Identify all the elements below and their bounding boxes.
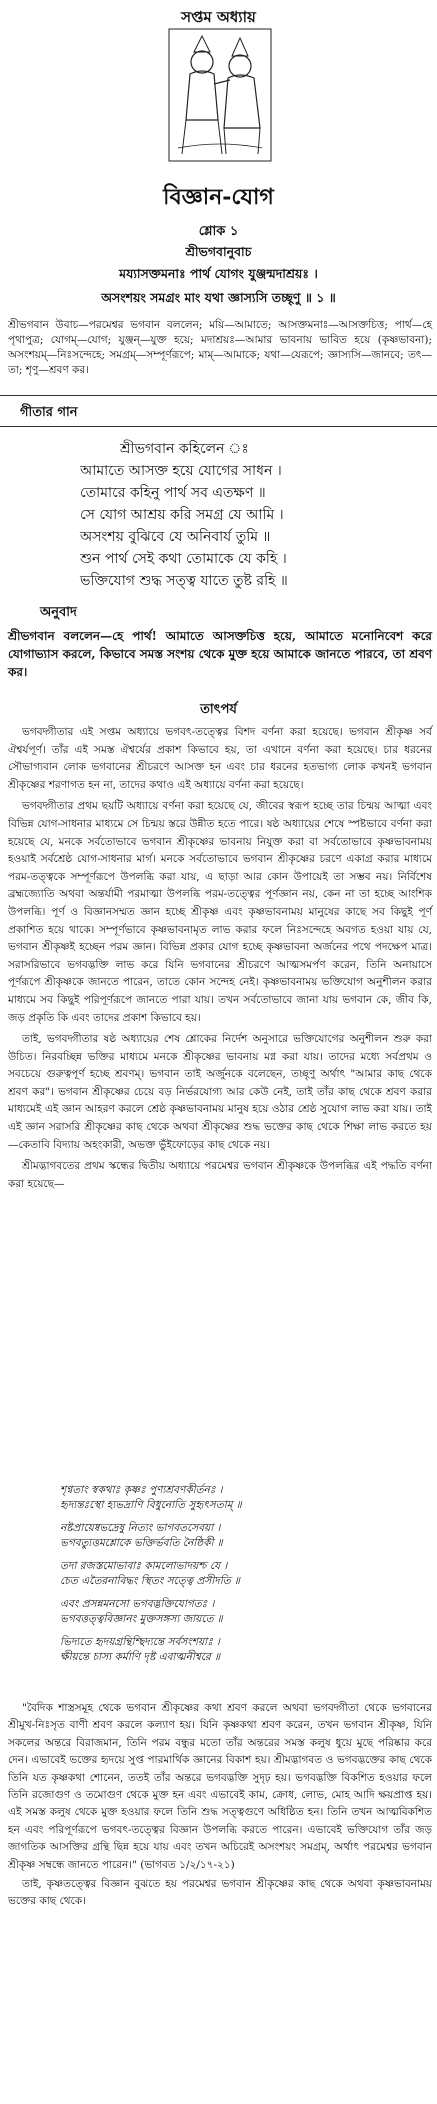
quote-explanation xyxy=(8,1700,432,1913)
bhagavatam-quote xyxy=(60,1483,420,1665)
chapter-title: বিজ্ঞান-যোগ xyxy=(163,184,274,210)
translation-text: শ্রীভগবান বললেন—হে পার্থ! আমাতে আসক্তচিত্ত হয়ে, আমাতে মনোনিবেশ করে যোগাভ্যাস করলে, কিভাবে সমস্ত সংশয় থেকে মুক্ত হয়ে আমাকে জানতে পারবে, তা শ্রবণ কর। xyxy=(8,629,432,679)
song-line: ভক্তিযোগ শুদ্ধ সত্ত্ব যাতে তুষ্ট রহি ॥ xyxy=(80,573,288,589)
quote-line: এবং প্রসন্নমনসো ভগবদ্ভক্তিযোগতঃ । xyxy=(60,1598,215,1610)
quote-line: ক্ষীয়ন্তে চাস্য কর্মাণি দৃষ্ট এবাত্মনীশ্বরে ॥ xyxy=(60,1651,221,1663)
purport-paragraph: শ্রীমদ্ভাগবতের প্রথম স্কন্ধের দ্বিতীয় অধ্যায়ে পরমেশ্বর ভগবান শ্রীকৃষ্ণকে উপলব্ধির এই পদ্ধতি বর্ণনা করা হয়েছে— xyxy=(8,1160,432,1190)
song-line: তোমারে কহিনু পার্থ সব এতক্ষণ ॥ xyxy=(80,485,266,501)
quote-line: তদা রজস্তমোভাবাঃ কামলোভাদয়শ্চ যে । xyxy=(60,1560,228,1572)
word-meanings: শ্রীভগবান উবাচ—পরমেশ্বর ভগবান বললেন; ময়ি—আমাতে; আসক্তমনাঃ—আসক্তচিত্ত; পার্থ—হে পৃথাপুত্র; যোগম্—যোগ; যুঞ্জন্—যুক্ত হয়ে; মদাশ্রয়ঃ—আমার ভাবনায় ভাবিত হয়ে (কৃষ্ণভাবনা); অসংশয়ম্—নিঃসন্দেহে; সমগ্রম্—সম্পূর্ণরূপে; মাম্—আমাকে; যথা—যেরূপে; জ্ঞাস্যসি—জানবে; তৎ—তা; শৃণু—শ্রবণ কর। xyxy=(8,319,432,376)
song-line: শুন পার্থ সেই কথা তোমাকে যে কহি । xyxy=(80,551,287,567)
song-speaker: শ্রীভগবান কহিলেন ঃ xyxy=(120,441,249,457)
divider xyxy=(0,395,437,396)
quote-line: ভগবত্যুত্তমশ্লোকে ভক্তির্ভবতি নৈষ্ঠিকী ॥ xyxy=(60,1537,223,1549)
quote-line: নষ্টপ্রায়েষ্বভদ্রেষু নিত্যং ভাগবতসেবয়া । xyxy=(60,1522,221,1534)
gitar-gan-verse xyxy=(80,438,410,592)
song-line: অসংশয় বুঝিবে যে অনিবার্য তুমি ॥ xyxy=(80,529,271,545)
sloka-number: শ্লোক ১ xyxy=(198,224,239,239)
translation-heading: অনুবাদ xyxy=(40,605,77,620)
quote-line: ভিদ্যতে হৃদয়গ্রন্থিশ্ছিদ্যন্তে সর্বসংশয়াঃ । xyxy=(60,1636,220,1648)
sloka-speaker: শ্রীভগবানুবাচ xyxy=(185,244,252,259)
purport-body xyxy=(8,724,432,1197)
purport-paragraph: ভগবদ্গীতার প্রথম ছয়টি অধ্যায়ে বর্ণনা করা হয়েছে যে, জীবের স্বরূপ হচ্ছে তার চিন্ময় আত্মা এবং বিভিন্ন যোগ-সাধনার মাধ্যমে সে চিন্ময় স্তরে উন্নীত হতে পারে। ষষ্ঠ অধ্যায়ের শেষে স্পষ্টভাবে বর্ণনা করা হয়েছে যে, মনকে সর্বতোভাবে ভগবান শ্রীকৃষ্ণের ভাবনায় নিযুক্ত করা বা সর্বতোভাবে কৃষ্ণভাবনাময় হওয়াই সর্বশ্রেষ্ঠ যোগ-সাধনার মার্গ। মনকে সর্বতোভাবে ভগবান শ্রীকৃষ্ণের চরণে একাগ্র করার মাধ্যমে পরম-তত্ত্বকে সম্পূর্ণরূপে উপলব্ধি করা যায়, এ ছাড়া আর কোন উপায়েই তা সম্ভব নয়। নির্বিশেষ ব্রহ্মজ্যোতি অথবা অন্তর্যামী পরমাত্মা উপলব্ধি পরম-তত্ত্বের পূর্ণজ্ঞান নয়, কেন না তা হচ্ছে আংশিক উপলব্ধি। পূর্ণ ও বিজ্ঞানসম্মত জ্ঞান হচ্ছে শ্রীকৃষ্ণ এবং কৃষ্ণভাবনাময় মানুষের কাছে সব কিছুই পূর্ণ প্রকাশিত হয়ে থাকে। সম্পূর্ণভাবে কৃষ্ণভাবনামৃত লাভ করার ফলে নিঃসন্দেহে অবগত হওয়া যায় যে, ভগবান শ্রীকৃষ্ণই হচ্ছেন পরম জ্ঞান। বিভিন্ন প্রকার যোগ হচ্ছে কৃষ্ণভাবনা অর্জনের পথে পদক্ষেপ মাত্র। সরাসরিভাবে ভগবদ্ভক্তি লাভ করে যিনি ভগবানের শ্রীচরণে আত্মসমর্পণ করেন, তিনি অনায়াসে পূর্ণরূপে শ্রীকৃষ্ণকে জানতে পারেন, তাতে কোন সন্দেহ নেই। কৃষ্ণভাবনাময় ভক্তিযোগ অনুশীলন করার মাধ্যমে সব কিছুই পরিপূর্ণরূপে জানতে পারা যায়। তখন সর্বতোভাবে জানা যায় ভগবান কে, জীব কি, জড় প্রকৃতি কি এবং তাদের প্রকাশ কিভাবে হয়। xyxy=(8,800,432,1024)
quote-line: শৃণ্বতাং স্বকথাঃ কৃষ্ণঃ পুণ্যশ্রবণকীর্তনঃ । xyxy=(60,1484,223,1496)
purport-paragraph: তাই, ভগবদ্গীতার ষষ্ঠ অধ্যায়ের শেষ শ্লোকের নির্দেশ অনুসারে ভক্তিযোগের অনুশীলন শুরু করা উচিত। নিরবচ্ছিন্ন ভক্তির মাধ্যমে মনকে শ্রীকৃষ্ণের ভাবনায় মগ্ন করা যায়। তাদের মধ্যে সর্বপ্রথম ও সবচেয়ে গুরুত্বপূর্ণ হচ্ছে শ্রবণম্। ভগবান তাই অর্জুনকে বলেছেন, তচ্ছৃণু অর্থাৎ "আমার কাছ থেকে শ্রবণ কর"। ভগবান শ্রীকৃষ্ণের চেয়ে বড় নির্ভরযোগ্য আর কেউ নেই, তাই তাঁর কাছ থেকে শ্রবণ করার মাধ্যমেই এই জ্ঞান আহরণ করলে শ্রেষ্ঠ কৃষ্ণভাবনাময় মানুষ হয়ে ওঠার শ্রেষ্ঠ সুযোগ লাভ করা যায়। তাই এই জ্ঞান সরাসরি শ্রীকৃষ্ণের কাছ থেকে অথবা শ্রীকৃষ্ণের শুদ্ধ ভক্তের কাছ থেকে শিক্ষা লাভ করতে হয়—কেতাবি বিদ্যায় অহংকারী, অভক্ত ভুঁইফোড়ের কাছ থেকে নয়। xyxy=(8,1033,432,1151)
quote-line: হৃদ্যন্তঃস্থো হ্যভদ্রাণি বিধুনোতি সুহৃৎসতাম্ ॥ xyxy=(60,1499,242,1511)
song-line: সে যোগ আশ্রয় করি সমগ্র যে আমি । xyxy=(80,507,284,523)
krishna-arjuna-illustration xyxy=(168,28,272,162)
purport-heading: তাৎপর্য xyxy=(200,702,237,717)
divider xyxy=(0,426,437,427)
song-line: আমাতে আসক্ত হয়ে যোগের সাধন । xyxy=(80,463,282,479)
chapter-heading: সপ্তম অধ্যায় xyxy=(181,8,256,26)
quote-line: ভগবত্তত্ত্ববিজ্ঞানং মুক্তসঙ্গস্য জায়তে ॥ xyxy=(60,1613,223,1625)
sloka-line-2: অসংশয়ং সমগ্রং মাং যথা জ্ঞাস্যসি তচ্ছৃণু ॥ ১ ॥ xyxy=(101,290,336,305)
purport-paragraph: ভগবদ্গীতার এই সপ্তম অধ্যায়ে ভগবৎ-তত্ত্বের বিশদ বর্ণনা করা হয়েছে। ভগবান শ্রীকৃষ্ণ সর্ব ঐশ্বর্যপূর্ণ। তাঁর এই সমস্ত ঐশ্বর্যের প্রকাশ কিভাবে হয়, তা এখানে বর্ণনা করা হয়েছে। চার ধরনের সৌভাগ্যবান লোক ভগবানের শ্রীচরণে আসক্ত হন এবং চার ধরনের হতভাগ্য লোক কখনই ভগবান শ্রীকৃষ্ণের শরণাগত হন না, তাদের কথাও এই অধ্যায়ে বর্ণনা করা হয়েছে। xyxy=(8,726,432,791)
quote-line: চেত এতৈরনাবিদ্ধং স্থিতং সত্ত্বে প্রসীদতি ॥ xyxy=(60,1575,240,1587)
explanation-paragraph: তাই, কৃষ্ণতত্ত্বের বিজ্ঞান বুঝতে হয় পরমেশ্বর ভগবান শ্রীকৃষ্ণের কাছ থেকে অথবা কৃষ্ণভাবনাময় ভক্তের কাছ থেকে। xyxy=(8,1878,432,1908)
explanation-paragraph: "বৈদিক শাস্ত্রসমূহ থেকে ভগবান শ্রীকৃষ্ণের কথা শ্রবণ করলে অথবা ভগবদ্গীতা থেকে ভগবানের শ্রীমুখ-নিঃসৃত বাণী শ্রবণ করলে কল্যাণ হয়। যিনি কৃষ্ণকথা শ্রবণ করেন, তখন ভগবান শ্রীকৃষ্ণ, যিনি সকলের অন্তরে বিরাজমান, তিনি পরম বন্ধুর মতো তাঁর অন্তরের সমস্ত কলুষ ধুয়ে মুছে পরিষ্কার করে দেন। এভাবেই ভক্তের হৃদয়ে সুপ্ত পারমার্থিক জ্ঞানের বিকাশ হয়। শ্রীমদ্ভাগবত ও ভগবদ্ভক্তের কাছ থেকে তিনি যত কৃষ্ণকথা শোনেন, ততই তাঁর অন্তরে ভগবদ্ভক্তি সুদৃঢ় হয়। ভগবদ্ভক্তি বিকশিত হওয়ার ফলে তিনি রজোগুণ ও তমোগুণ থেকে মুক্ত হন এবং এভাবেই কাম, ক্রোধ, লোভ, মোহ আদি ক্ষয়প্রাপ্ত হয়। এই সমস্ত কলুষ থেকে মুক্ত হওয়ার ফলে তিনি শুদ্ধ সত্ত্বগুণে অধিষ্ঠিত হন। তিনি তখন আত্মবিকশিত হন এবং পরিপূর্ণরূপে ভগবৎ-তত্ত্বের বিজ্ঞান উপলব্ধি করতে পারেন। এভাবেই ভক্তিযোগ তাঁর জড় জাগতিক আসক্তির গ্রন্থি ছিন্ন হয়ে যায় এবং তখন অচিরেই অসংশয়ং সমগ্রম্, অর্থাৎ পরমেশ্বর ভগবান শ্রীকৃষ্ণ সম্বন্ধে জানতে পারেন।" (ভাগবত ১/২/১৭-২১) xyxy=(8,1702,432,1871)
sloka-line-1: ময্যাসক্তমনাঃ পার্থ যোগং যুঞ্জন্মদাশ্রয়ঃ । xyxy=(119,266,318,281)
song-heading: গীতার গান xyxy=(20,405,78,420)
